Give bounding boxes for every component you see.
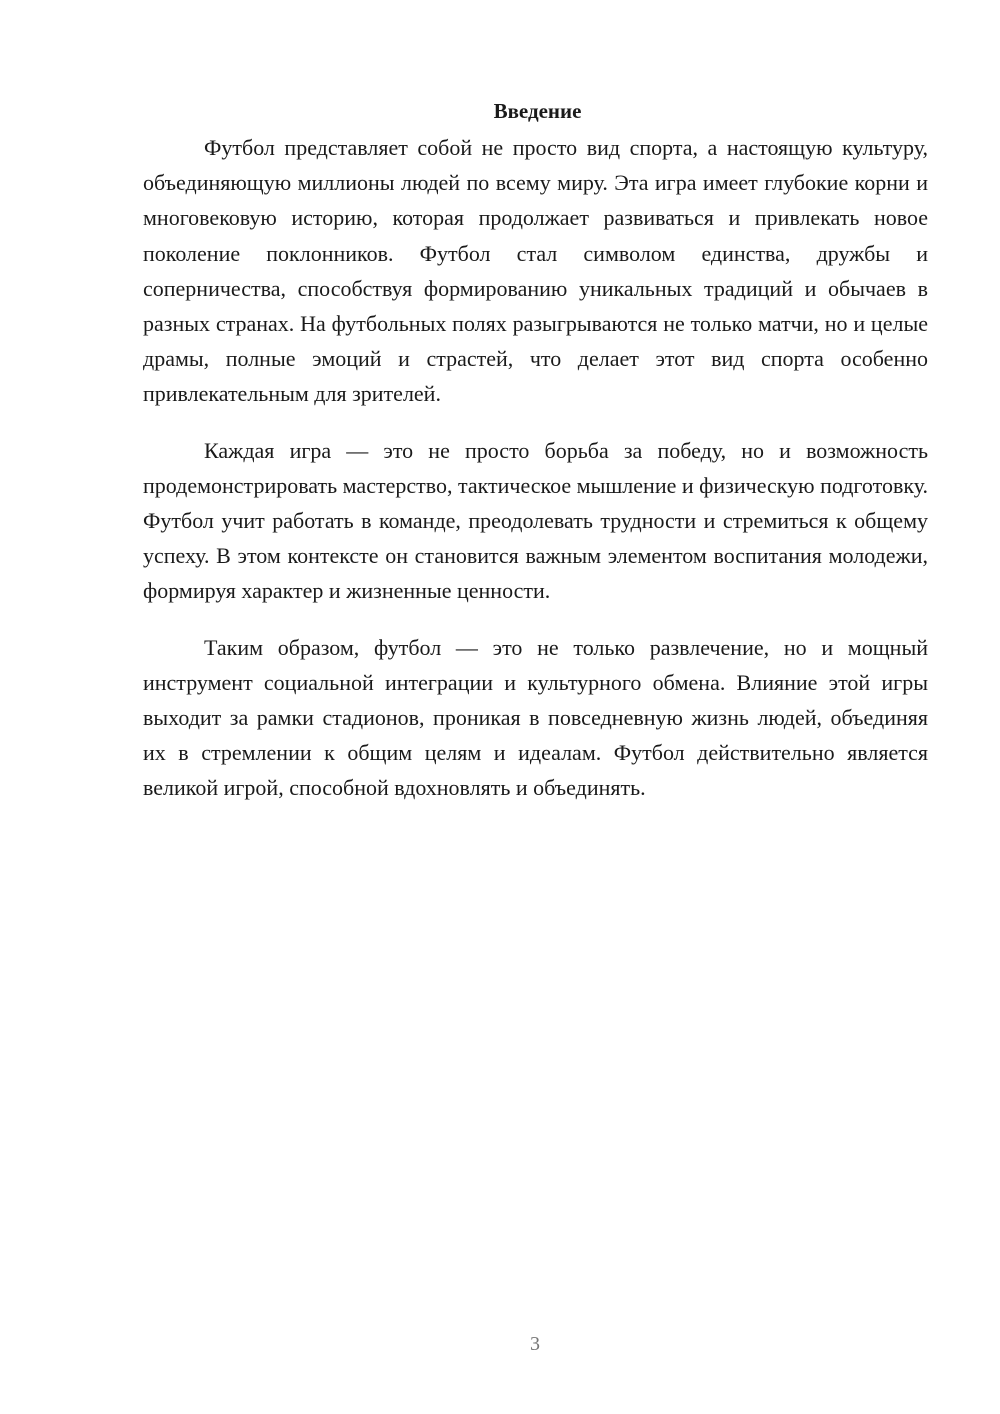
paragraph-2: Каждая игра — это не просто борьба за победу, но и возможность продемонстрировать мастерство, тактическое мышление и физическую подготовку. Футбол учит работать в команде, преодолевать трудности и стремиться к общему успеху. В этом контексте он становится важным элементом воспитания молодежи, формируя характер и жизненные ценности. bbox=[143, 437, 928, 604]
paragraph-3: Таким образом, футбол — это не только развлечение, но и мощный инструмент социальной интеграции и культурного обмена. Влияние этой игры выходит за рамки стадионов, проникая в повседневную жизнь людей, объединяя их в стремлении к общим целям и идеалам. Футбол действительно является великой игрой, способной вдохновлять и объединять. bbox=[143, 634, 928, 801]
page-content bbox=[143, 96, 928, 806]
section-heading: Введение bbox=[493, 99, 582, 123]
paragraph-1: Футбол представляет собой не просто вид спорта, а настоящую культуру, объединяющую миллионы людей по всему миру. Эта игра имеет глубокие корни и многовековую историю, которая продолжает развиваться и привлекать новое поколение поклонников. Футбол стал символом единства, дружбы и соперничества, способствуя формированию уникальных традиций и обычаев в разных странах. На футбольных полях разыгрываются не только матчи, но и целые драмы, полные эмоций и страстей, что делает этот вид спорта особенно привлекательным для зрителей. bbox=[143, 135, 928, 407]
page-number: 3 bbox=[530, 1333, 540, 1355]
